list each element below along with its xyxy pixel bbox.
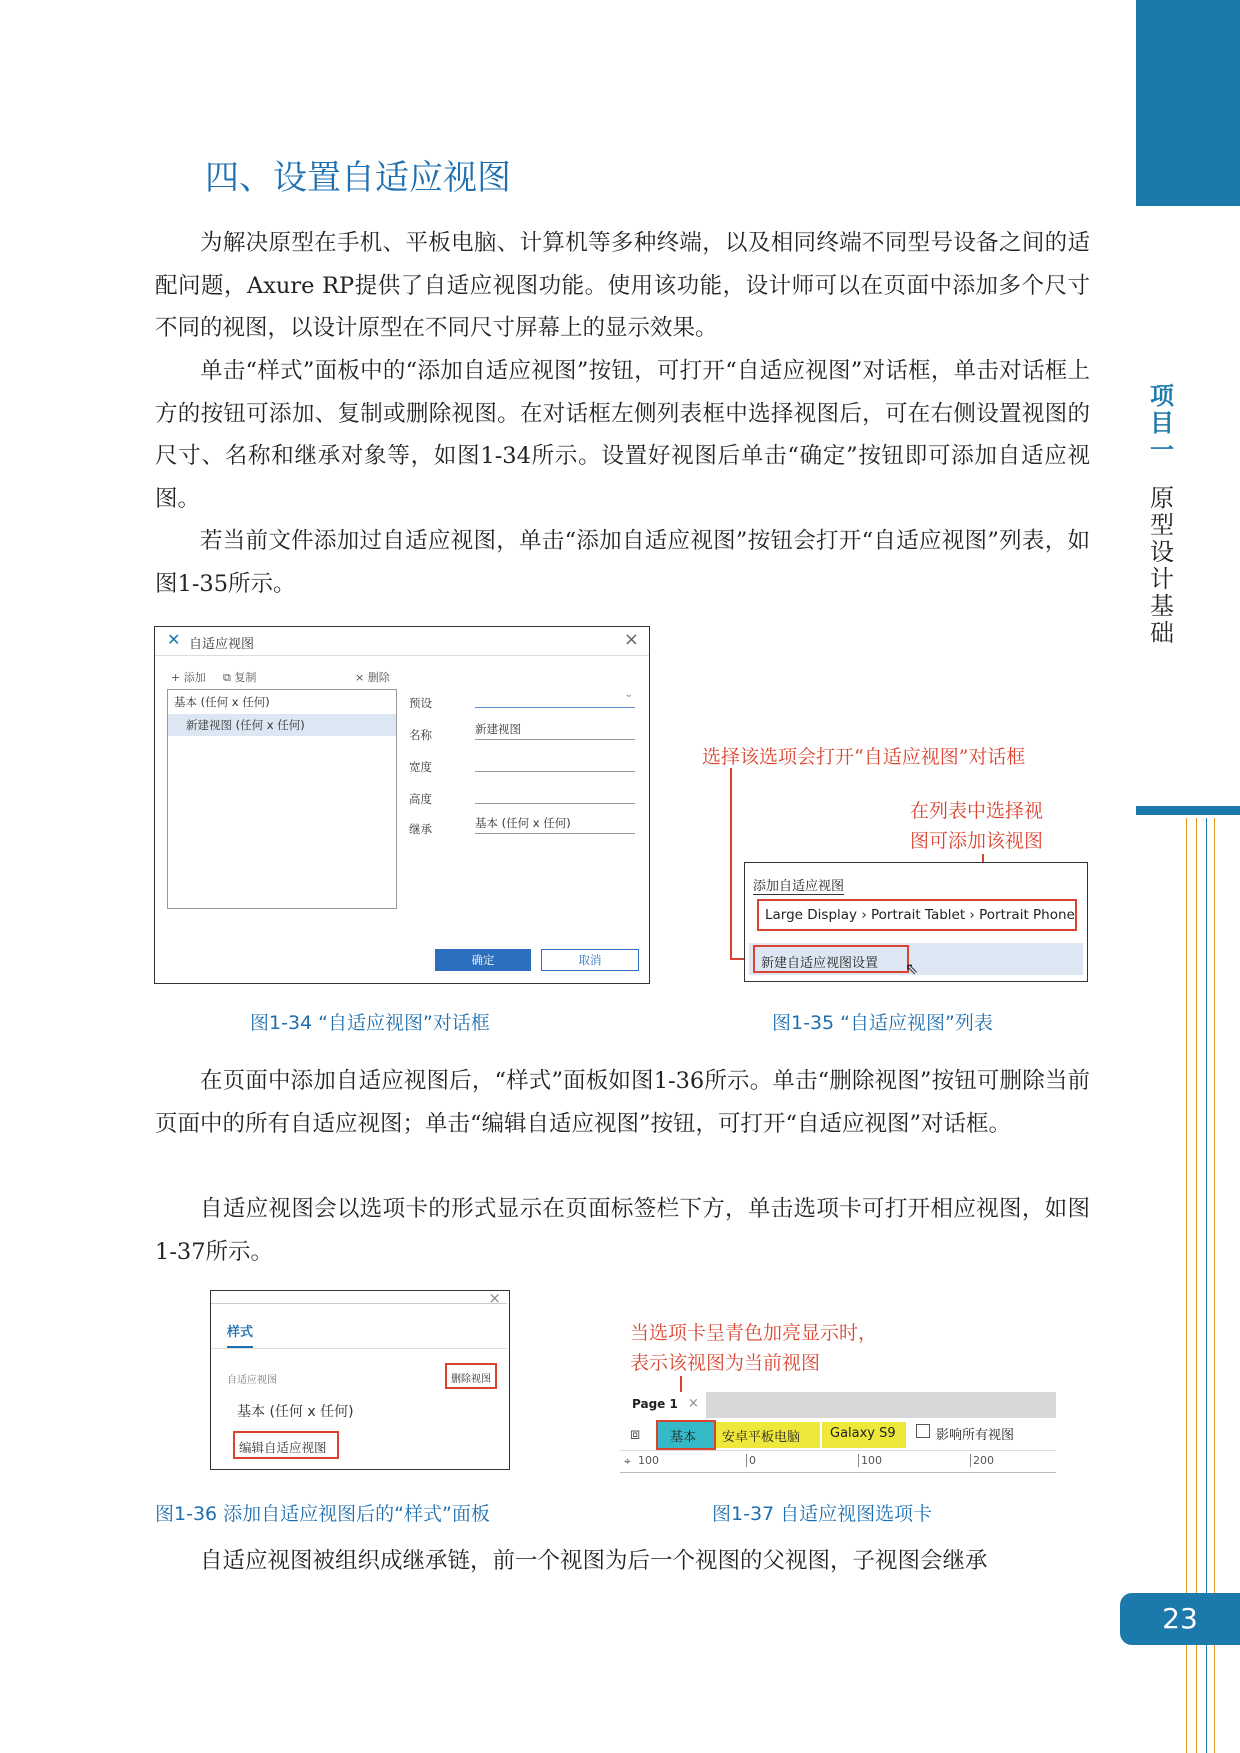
view-tab-label[interactable]: 基本 [670, 1430, 697, 1445]
ruler-tick: 100 [638, 1454, 659, 1467]
paragraph: 在页面中添加自适应视图后，“样式”面板如图1-36所示。单击“删除视图”按钮可删除当前页面中的所有自适应视图；单击“编辑自适应视图”按钮，可打开“自适应视图”对话框。 [155, 1068, 1090, 1137]
adaptive-views-menu [744, 862, 1088, 982]
close-icon[interactable]: × [623, 629, 639, 650]
close-icon[interactable]: × [488, 1289, 501, 1307]
paragraph: 若当前文件添加过自适应视图，单击“添加自适应视图”按钮会打开“自适应视图”列表，如图1-35所示。 [155, 528, 1090, 597]
width-input[interactable] [475, 753, 635, 772]
chapter-char: 原 [1150, 484, 1174, 512]
field-label: 名称 [409, 728, 432, 742]
page-tab-label[interactable]: Page 1 [632, 1397, 678, 1411]
annotation: 当选项卡呈青色加亮显示时， [630, 1322, 878, 1344]
field-label: 继承 [409, 822, 432, 836]
cancel-button[interactable]: 取消 [541, 949, 639, 971]
field-label: 高度 [409, 792, 432, 806]
annotation-leader [730, 768, 732, 960]
ruler-tick: 200 [970, 1454, 994, 1467]
menu-header[interactable]: 添加自适应视图 [753, 875, 844, 895]
new-view-item-box[interactable] [753, 945, 909, 973]
chapter-label [1146, 485, 1178, 647]
adaptive-view-tabs [620, 1392, 1056, 1472]
height-input[interactable] [475, 785, 635, 804]
project-char: 一 [1150, 436, 1174, 464]
affect-all-checkbox[interactable] [916, 1424, 930, 1438]
adaptive-views-dialog [154, 626, 650, 984]
margin-rule [1136, 806, 1240, 815]
project-char: 目 [1150, 409, 1174, 437]
dialog-title: 自适应视图 [189, 637, 255, 652]
views-item[interactable]: Large Display › Portrait Tablet › Portrait Phone [765, 907, 1075, 923]
field-label: 宽度 [409, 760, 432, 774]
preset-select[interactable] [475, 689, 635, 708]
view-tab-label[interactable]: Galaxy S9 [830, 1426, 896, 1441]
name-input[interactable]: 新建视图 [475, 721, 635, 740]
chapter-char: 型 [1150, 511, 1174, 539]
crosshair-icon: ⌖ [624, 1454, 631, 1468]
dialog-titlebar [155, 627, 649, 656]
figure-caption: 图1-35 “自适应视图”列表 [772, 1012, 993, 1034]
project-char: 项 [1150, 382, 1174, 410]
edit-views-label[interactable]: 编辑自适应视图 [239, 1440, 327, 1455]
base-view-label: 基本 (任何 x 任何) [237, 1404, 354, 1420]
chapter-color-tab [1136, 0, 1240, 206]
chevron-down-icon: ⌄ [624, 689, 633, 700]
annotation: 表示该视图为当前视图 [630, 1352, 821, 1374]
affect-all-label: 影响所有视图 [936, 1428, 1015, 1443]
project-label [1146, 383, 1178, 464]
chapter-char: 础 [1150, 619, 1174, 647]
view-tab[interactable] [716, 1422, 820, 1448]
divider [211, 1348, 507, 1349]
chapter-char: 基 [1150, 592, 1174, 620]
view-tab-active[interactable] [658, 1422, 714, 1448]
edit-views-button[interactable] [233, 1431, 339, 1459]
add-view-button[interactable]: + 添加 [171, 671, 206, 684]
tab-style[interactable]: 样式 [227, 1321, 253, 1348]
ok-button[interactable]: 确定 [435, 949, 531, 971]
paragraph: 自适应视图会以选项卡的形式显示在页面标签栏下方，单击选项卡可打开相应视图，如图1-37所示。 [155, 1196, 1090, 1265]
ruler-tick: 100 [858, 1454, 882, 1467]
view-list[interactable] [167, 689, 397, 909]
annotation: 在列表中选择视 [910, 800, 1044, 822]
list-item-selected[interactable]: 新建视图 (任何 x 任何) [168, 714, 396, 736]
page-tab[interactable] [620, 1392, 706, 1418]
chapter-char: 计 [1150, 565, 1174, 593]
page-number: 23 [1120, 1593, 1240, 1645]
figure-caption: 图1-37 自适应视图选项卡 [712, 1503, 933, 1525]
list-item[interactable]: 基本 (任何 x 任何) [174, 695, 270, 709]
view-tab-label[interactable]: 安卓平板电脑 [722, 1430, 801, 1445]
close-icon[interactable]: × [688, 1396, 699, 1411]
device-icon[interactable]: ⧈ [630, 1424, 641, 1443]
inherit-select[interactable]: 基本 (任何 x 任何) [475, 815, 635, 834]
paragraph: 单击“样式”面板中的“添加自适应视图”按钮，可打开“自适应视图”对话框，单击对话框上方的按钮可添加、复制或删除视图。在对话框左侧列表框中选择视图后，可在右侧设置视图的尺寸、名称和继承对象等，如图1-34所示。设置好视图后单击“确定”按钮即可添加自适应视图。 [155, 358, 1090, 512]
annotation: 选择该选项会打开“自适应视图”对话框 [702, 746, 1026, 768]
view-tab[interactable] [822, 1422, 906, 1448]
section-title: 四、设置自适应视图 [205, 158, 511, 198]
figure-caption: 图1-36 添加自适应视图后的“样式”面板 [155, 1503, 490, 1525]
figure-caption: 图1-34 “自适应视图”对话框 [250, 1012, 490, 1034]
axure-logo-icon: ✕ [167, 630, 181, 649]
field-label: 预设 [409, 696, 432, 710]
divider [211, 1303, 507, 1304]
copy-view-button[interactable]: ⧉ 复制 [223, 671, 257, 684]
annotation: 图可添加该视图 [910, 830, 1044, 852]
new-view-item[interactable]: 新建自适应视图设置 [761, 956, 879, 971]
ruler [620, 1452, 1056, 1473]
paragraph: 自适应视图被组织成继承链，前一个视图为后一个视图的父视图，子视图会继承 [200, 1548, 988, 1574]
cursor-icon: ⇖ [905, 959, 919, 978]
copy-label: 复制 [234, 671, 257, 684]
delete-view-button[interactable]: × 删除 [355, 671, 390, 684]
views-item-box[interactable] [757, 899, 1077, 931]
delete-views-button[interactable] [445, 1363, 497, 1389]
ruler-tick: 0 [746, 1454, 756, 1467]
paragraph: 为解决原型在手机、平板电脑、计算机等多种终端，以及相同终端不同型号设备之间的适配问题，Axure RP提供了自适应视图功能。使用该功能，设计师可以在页面中添加多个尺寸不同的视图，以设计原型在不同尺寸屏幕上的显示效果。 [155, 230, 1090, 341]
delete-views-label[interactable]: 删除视图 [451, 1374, 491, 1385]
style-panel [210, 1290, 510, 1470]
section-label: 自适应视图 [227, 1375, 277, 1386]
chapter-char: 设 [1150, 538, 1174, 566]
